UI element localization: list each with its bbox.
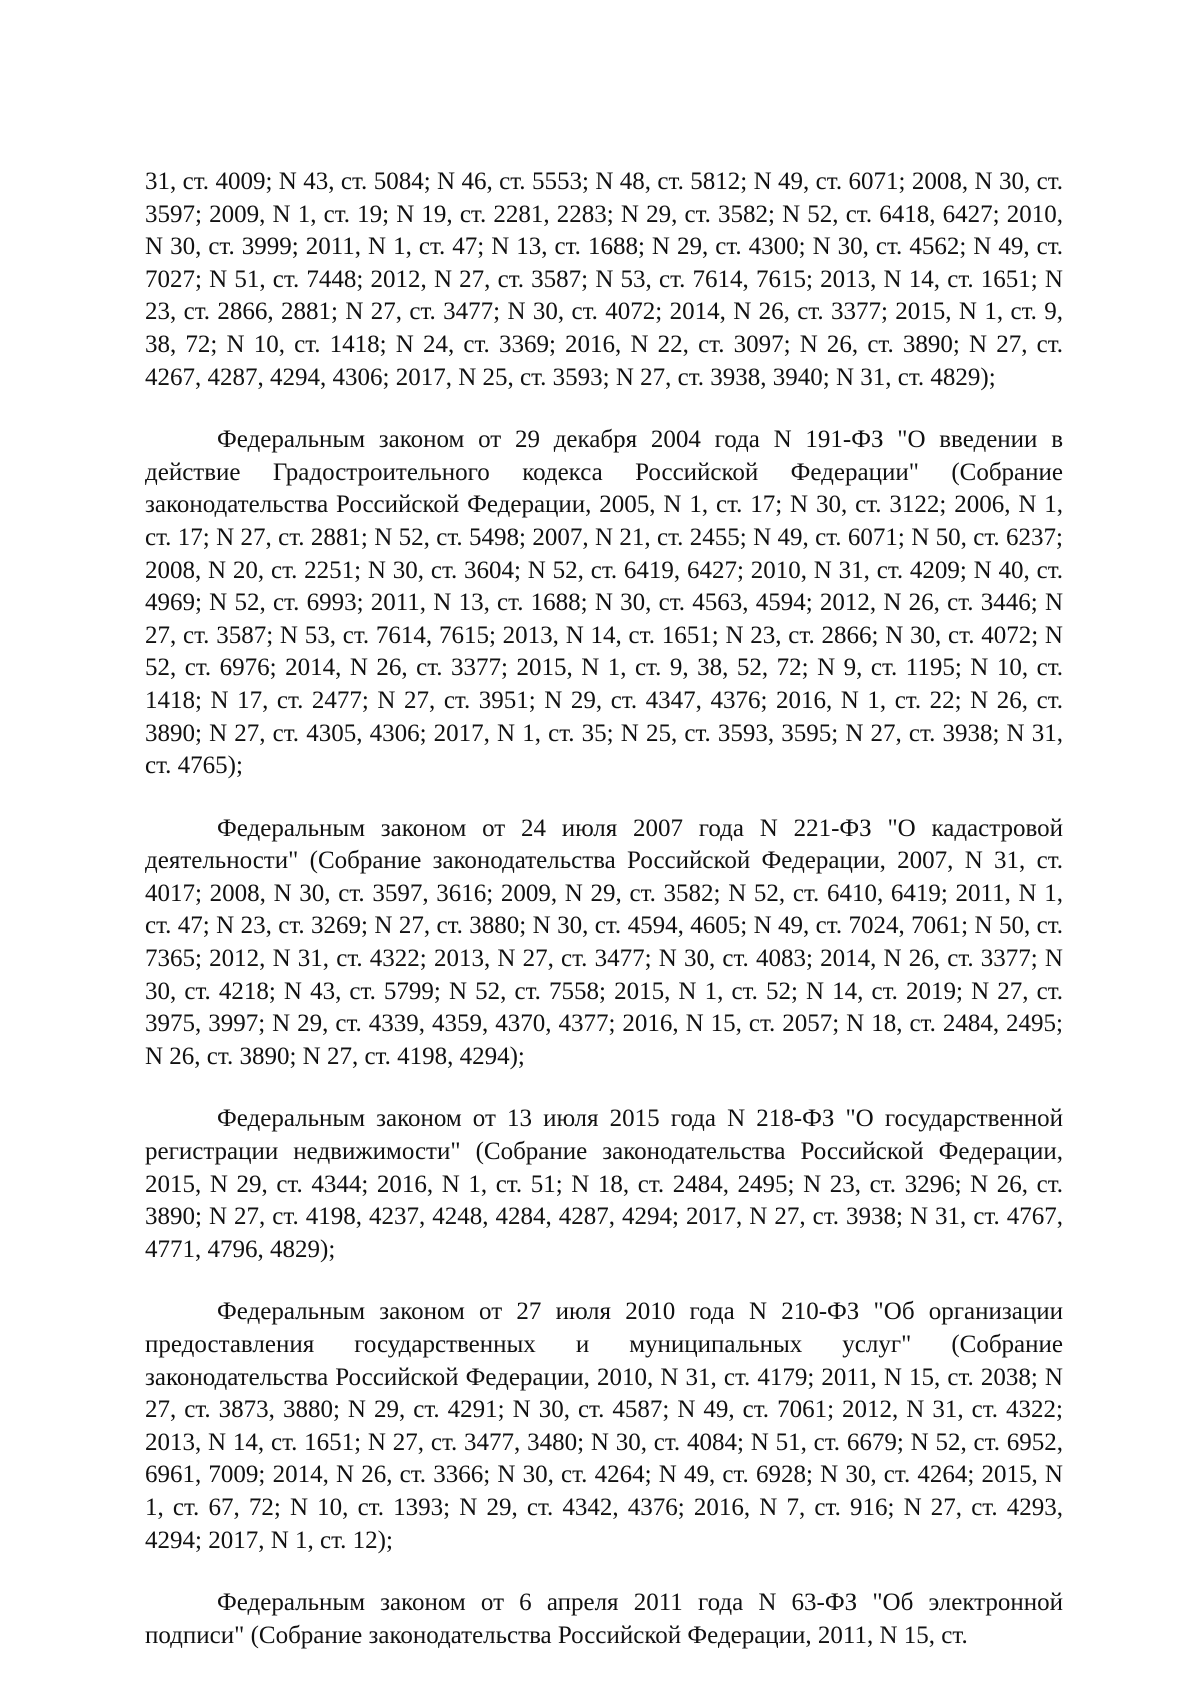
document-page [145,166,1063,1682]
paragraph-law-191-fz: Федеральным законом от 29 декабря 2004 года N 191-ФЗ "О введении в действие Градостроительного кодекса Российской Федерации" (Собрание законодательства Российской Федерации, 2005, N 1, ст. 17; N 30, ст. 3122; 2006, N 1, ст. 17; N 27, ст. 2881; N 52, ст. 5498; 2007, N 21, ст. 2455; N 49, ст. 6071; N 50, ст. 6237; 2008, N 20, ст. 2251; N 30, ст. 3604; N 52, ст. 6419, 6427; 2010, N 31, ст. 4209; N 40, ст. 4969; N 52, ст. 6993; 2011, N 13, ст. 1688; N 30, ст. 4563, 4594; 2012, N 26, ст. 3446; N 27, ст. 3587; N 53, ст. 7614, 7615; 2013, N 14, ст. 1651; N 23, ст. 2866; N 30, ст. 4072; N 52, ст. 6976; 2014, N 26, ст. 3377; 2015, N 1, ст. 9, 38, 52, 72; N 9, ст. 1195; N 10, ст. 1418; N 17, ст. 2477; N 27, ст. 3951; N 29, ст. 4347, 4376; 2016, N 1, ст. 22; N 26, ст. 3890; N 27, ст. 4305, 4306; 2017, N 1, ст. 35; N 25, ст. 3593, 3595; N 27, ст. 3938; N 31, ст. 4765); [145,426,1063,780]
paragraph-law-210-fz: Федеральным законом от 27 июля 2010 года N 210-ФЗ "Об организации предоставления государственных и муниципальных услуг" (Собрание законодательства Российской Федерации, 2010, N 31, ст. 4179; 2011, N 15, ст. 2038; N 27, ст. 3873, 3880; N 29, ст. 4291; N 30, ст. 4587; N 49, ст. 7061; 2012, N 31, ст. 4322; 2013, N 14, ст. 1651; N 27, ст. 3477, 3480; N 30, ст. 4084; N 51, ст. 6679; N 52, ст. 6952, 6961, 7009; 2014, N 26, ст. 3366; N 30, ст. 4264; N 49, ст. 6928; N 30, ст. 4264; 2015, N 1, ст. 67, 72; N 10, ст. 1393; N 29, ст. 4342, 4376; 2016, N 7, ст. 916; N 27, ст. 4293, 4294; 2017, N 1, ст. 12); [145,1298,1063,1554]
paragraph-law-221-fz: Федеральным законом от 24 июля 2007 года N 221-ФЗ "О кадастровой деятельности" (Собрание законодательства Российской Федерации, 2007, N 31, ст. 4017; 2008, N 30, ст. 3597, 3616; 2009, N 29, ст. 3582; N 52, ст. 6410, 6419; 2011, N 1, ст. 47; N 23, ст. 3269; N 27, ст. 3880; N 30, ст. 4594, 4605; N 49, ст. 7024, 7061; N 50, ст. 7365; 2012, N 31, ст. 4322; 2013, N 27, ст. 3477; N 30, ст. 4083; 2014, N 26, ст. 3377; N 30, ст. 4218; N 43, ст. 5799; N 52, ст. 7558; 2015, N 1, ст. 52; N 14, ст. 2019; N 27, ст. 3975, 3997; N 29, ст. 4339, 4359, 4370, 4377; 2016, N 15, ст. 2057; N 18, ст. 2484, 2495; N 26, ст. 3890; N 27, ст. 4198, 4294); [145,814,1063,1070]
paragraph-continuation: 31, ст. 4009; N 43, ст. 5084; N 46, ст. 5553; N 48, ст. 5812; N 49, ст. 6071; 2008, N 30, ст. 3597; 2009, N 1, ст. 19; N 19, ст. 2281, 2283; N 29, ст. 3582; N 52, ст. 6418, 6427; 2010, N 30, ст. 3999; 2011, N 1, ст. 47; N 13, ст. 1688; N 29, ст. 4300; N 30, ст. 4562; N 49, ст. 7027; N 51, ст. 7448; 2012, N 27, ст. 3587; N 53, ст. 7614, 7615; 2013, N 14, ст. 1651; N 23, ст. 2866, 2881; N 27, ст. 3477; N 30, ст. 4072; 2014, N 26, ст. 3377; 2015, N 1, ст. 9, 38, 72; N 10, ст. 1418; N 24, ст. 3369; 2016, N 22, ст. 3097; N 26, ст. 3890; N 27, ст. 4267, 4287, 4294, 4306; 2017, N 25, ст. 3593; N 27, ст. 3938, 3940; N 31, ст. 4829); [145,168,1063,391]
paragraph-law-63-fz: Федеральным законом от 6 апреля 2011 года N 63-ФЗ "Об электронной подписи" (Собрание законодательства Российской Федерации, 2011, N 15, ст. [145,1589,1063,1649]
paragraph-law-218-fz: Федеральным законом от 13 июля 2015 года N 218-ФЗ "О государственной регистрации недвижимости" (Собрание законодательства Российской Федерации, 2015, N 29, ст. 4344; 2016, N 1, ст. 51; N 18, ст. 2484, 2495; N 23, ст. 3296; N 26, ст. 3890; N 27, ст. 4198, 4237, 4248, 4284, 4287, 4294; 2017, N 27, ст. 3938; N 31, ст. 4767, 4771, 4796, 4829); [145,1105,1063,1263]
